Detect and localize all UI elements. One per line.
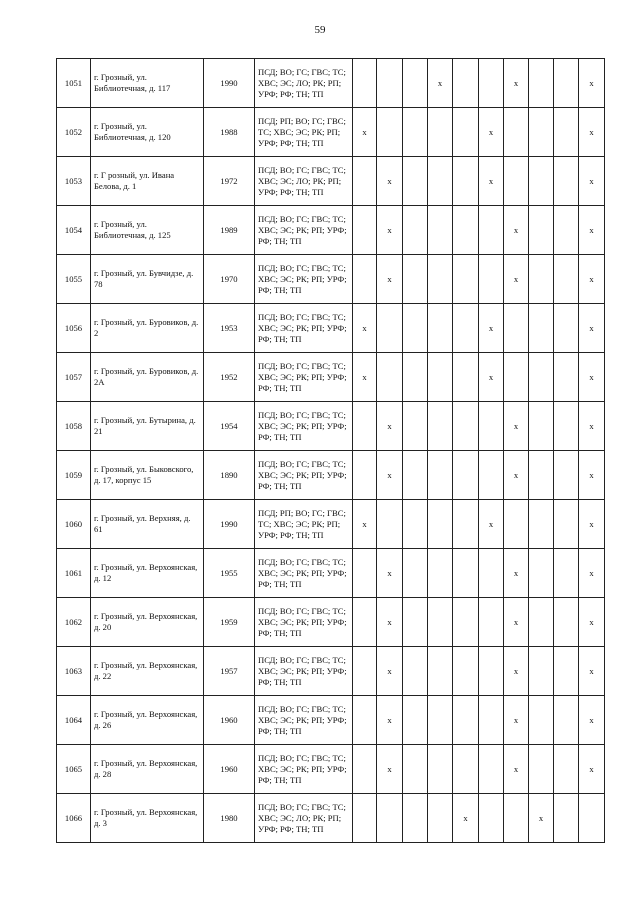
mark-cell	[479, 157, 504, 206]
mark-cell	[428, 353, 453, 402]
year-cell: 1980	[204, 794, 255, 843]
row-number-cell: 1063	[57, 647, 91, 696]
mark-cell	[377, 696, 403, 745]
mark-cell	[504, 549, 529, 598]
mark-cell	[353, 745, 377, 794]
table-row	[57, 500, 605, 549]
row-number-cell: 1054	[57, 206, 91, 255]
mark-cell	[529, 157, 554, 206]
mark-cell	[554, 304, 579, 353]
page-number: 59	[314, 24, 326, 36]
table-row	[57, 745, 605, 794]
mark-cell	[554, 353, 579, 402]
mark-cell	[453, 500, 479, 549]
mark-x: x	[387, 763, 392, 774]
work-types-cell: ПСД; ВО; ГС; ГВС; ТС; ХВС; ЭС; ЛО; РК; РП; УРФ; РФ; ТН; ТП	[255, 794, 353, 843]
year-cell: 1954	[204, 402, 255, 451]
mark-x: x	[589, 224, 594, 235]
mark-cell	[403, 304, 428, 353]
table-row	[57, 549, 605, 598]
mark-cell	[353, 696, 377, 745]
mark-cell	[353, 794, 377, 843]
address-cell: г. Грозный, ул. Быковского, д. 17, корпус 15	[91, 451, 204, 500]
mark-cell	[403, 402, 428, 451]
mark-cell	[579, 402, 605, 451]
mark-cell	[479, 696, 504, 745]
mark-cell	[377, 647, 403, 696]
row-number-cell: 1058	[57, 402, 91, 451]
mark-cell	[428, 206, 453, 255]
mark-cell	[353, 157, 377, 206]
mark-cell	[403, 549, 428, 598]
mark-x: x	[387, 175, 392, 186]
mark-cell	[579, 549, 605, 598]
mark-cell	[554, 108, 579, 157]
mark-cell	[504, 451, 529, 500]
mark-cell	[529, 794, 554, 843]
mark-cell	[579, 794, 605, 843]
mark-cell	[479, 500, 504, 549]
mark-x: x	[589, 567, 594, 578]
mark-x: x	[513, 616, 519, 627]
mark-cell	[353, 549, 377, 598]
mark-cell	[579, 353, 605, 402]
mark-cell	[504, 402, 529, 451]
address-cell: г. Грозный, ул. Верхняя, д. 61	[91, 500, 204, 549]
mark-cell	[377, 59, 403, 108]
mark-cell	[529, 696, 554, 745]
address-cell: г. Грозный, ул. Верхоянская, д. 22	[91, 647, 204, 696]
mark-cell	[377, 549, 403, 598]
work-types-cell: ПСД; ВО; ГС; ГВС; ТС; ХВС; ЭС; РК; РП; УРФ; РФ; ТН; ТП	[255, 696, 353, 745]
mark-cell	[554, 549, 579, 598]
mark-cell	[453, 647, 479, 696]
mark-x: x	[589, 763, 594, 774]
mark-cell	[353, 304, 377, 353]
mark-cell	[529, 59, 554, 108]
mark-cell	[554, 745, 579, 794]
mark-x: x	[589, 616, 594, 627]
mark-x: x	[362, 371, 367, 382]
mark-cell	[403, 745, 428, 794]
mark-cell	[453, 304, 479, 353]
table-row	[57, 598, 605, 647]
mark-cell	[453, 108, 479, 157]
mark-cell	[479, 255, 504, 304]
mark-cell	[428, 108, 453, 157]
mark-x: x	[488, 322, 494, 333]
mark-cell	[453, 353, 479, 402]
mark-cell	[353, 353, 377, 402]
table-row	[57, 304, 605, 353]
mark-cell	[579, 647, 605, 696]
mark-cell	[353, 206, 377, 255]
mark-cell	[504, 108, 529, 157]
work-types-cell: ПСД; ВО; ГС; ГВС; ТС; ХВС; ЭС; РК; РП; УРФ; РФ; ТН; ТП	[255, 353, 353, 402]
mark-cell	[403, 157, 428, 206]
mark-cell	[403, 794, 428, 843]
mark-cell	[428, 304, 453, 353]
mark-cell	[554, 696, 579, 745]
mark-cell	[554, 157, 579, 206]
mark-cell	[529, 304, 554, 353]
work-types-cell: ПСД; РП; ВО; ГС; ГВС; ТС; ХВС; ЭС; РК; РП; УРФ; РФ; ТН; ТП	[255, 500, 353, 549]
work-types-cell: ПСД; ВО; ГС; ГВС; ТС; ХВС; ЭС; РК; РП; УРФ; РФ; ТН; ТП	[255, 451, 353, 500]
mark-cell	[579, 500, 605, 549]
mark-cell	[428, 794, 453, 843]
mark-cell	[479, 451, 504, 500]
table-row	[57, 696, 605, 745]
mark-cell	[453, 696, 479, 745]
work-types-cell: ПСД; ВО; ГС; ГВС; ТС; ХВС; ЭС; РК; РП; УРФ; РФ; ТН; ТП	[255, 402, 353, 451]
mark-x: x	[513, 77, 519, 88]
mark-cell	[554, 794, 579, 843]
mark-cell	[377, 157, 403, 206]
mark-x: x	[513, 224, 519, 235]
row-number-cell: 1059	[57, 451, 91, 500]
mark-cell	[479, 794, 504, 843]
mark-cell	[403, 206, 428, 255]
mark-cell	[453, 794, 479, 843]
mark-cell	[529, 500, 554, 549]
mark-x: x	[538, 812, 544, 823]
mark-cell	[403, 647, 428, 696]
mark-cell	[479, 549, 504, 598]
mark-x: x	[387, 420, 392, 431]
mark-x: x	[387, 567, 392, 578]
mark-cell	[554, 255, 579, 304]
mark-x: x	[513, 420, 519, 431]
mark-cell	[529, 598, 554, 647]
buildings-table	[56, 58, 605, 843]
mark-x: x	[387, 273, 392, 284]
mark-cell	[579, 745, 605, 794]
address-cell: г. Грозный, ул. Библиотечная, д. 117	[91, 59, 204, 108]
mark-cell	[377, 206, 403, 255]
row-number-cell: 1060	[57, 500, 91, 549]
table-body	[57, 59, 605, 843]
year-cell: 1960	[204, 696, 255, 745]
work-types-cell: ПСД; РП; ВО; ГС; ГВС; ТС; ХВС; ЭС; РК; РП; УРФ; РФ; ТН; ТП	[255, 108, 353, 157]
mark-x: x	[589, 518, 594, 529]
row-number-cell: 1066	[57, 794, 91, 843]
mark-x: x	[488, 175, 494, 186]
mark-cell	[579, 108, 605, 157]
mark-cell	[554, 451, 579, 500]
mark-cell	[403, 59, 428, 108]
mark-cell	[353, 108, 377, 157]
mark-cell	[554, 206, 579, 255]
mark-x: x	[589, 469, 594, 480]
work-types-cell: ПСД; ВО; ГС; ГВС; ТС; ХВС; ЭС; РК; РП; УРФ; РФ; ТН; ТП	[255, 206, 353, 255]
mark-cell	[504, 255, 529, 304]
mark-cell	[353, 59, 377, 108]
mark-x: x	[387, 469, 392, 480]
row-number-cell: 1053	[57, 157, 91, 206]
address-cell: г. Г розный, ул. Ивана Белова, д. 1	[91, 157, 204, 206]
mark-x: x	[589, 322, 594, 333]
mark-cell	[529, 549, 554, 598]
mark-cell	[479, 304, 504, 353]
row-number-cell: 1062	[57, 598, 91, 647]
year-cell: 1957	[204, 647, 255, 696]
address-cell: г. Грозный, ул. Верхоянская, д. 26	[91, 696, 204, 745]
mark-cell	[554, 647, 579, 696]
mark-cell	[377, 794, 403, 843]
mark-cell	[428, 402, 453, 451]
mark-cell	[453, 745, 479, 794]
mark-x: x	[589, 126, 594, 137]
mark-cell	[504, 745, 529, 794]
row-number-cell: 1055	[57, 255, 91, 304]
mark-cell	[579, 59, 605, 108]
mark-cell	[504, 206, 529, 255]
mark-cell	[428, 255, 453, 304]
mark-cell	[353, 451, 377, 500]
table-row	[57, 59, 605, 108]
mark-x: x	[589, 665, 594, 676]
mark-x: x	[488, 126, 494, 137]
mark-cell	[377, 745, 403, 794]
mark-cell	[377, 304, 403, 353]
mark-cell	[479, 353, 504, 402]
mark-cell	[428, 696, 453, 745]
row-number-cell: 1056	[57, 304, 91, 353]
year-cell: 1955	[204, 549, 255, 598]
mark-cell	[479, 108, 504, 157]
mark-cell	[479, 745, 504, 794]
mark-x: x	[513, 665, 519, 676]
mark-x: x	[513, 763, 519, 774]
mark-cell	[479, 598, 504, 647]
mark-cell	[428, 745, 453, 794]
mark-x: x	[589, 420, 594, 431]
work-types-cell: ПСД; ВО; ГС; ГВС; ТС; ХВС; ЭС; РК; РП; УРФ; РФ; ТН; ТП	[255, 549, 353, 598]
table-row	[57, 402, 605, 451]
mark-cell	[529, 255, 554, 304]
mark-cell	[428, 647, 453, 696]
mark-cell	[428, 500, 453, 549]
mark-cell	[529, 402, 554, 451]
address-cell: г. Грозный, ул. Бувчидзе, д. 78	[91, 255, 204, 304]
table-row	[57, 108, 605, 157]
mark-cell	[353, 647, 377, 696]
mark-cell	[428, 59, 453, 108]
work-types-cell: ПСД; ВО; ГС; ГВС; ТС; ХВС; ЭС; РК; РП; УРФ; РФ; ТН; ТП	[255, 598, 353, 647]
mark-cell	[377, 255, 403, 304]
mark-cell	[403, 696, 428, 745]
mark-cell	[504, 598, 529, 647]
mark-cell	[504, 794, 529, 843]
row-number-cell: 1057	[57, 353, 91, 402]
year-cell: 1960	[204, 745, 255, 794]
row-number-cell: 1064	[57, 696, 91, 745]
mark-cell	[504, 696, 529, 745]
mark-cell	[353, 598, 377, 647]
mark-cell	[453, 255, 479, 304]
address-cell: г. Грозный, ул. Верхоянская, д. 3	[91, 794, 204, 843]
work-types-cell: ПСД; ВО; ГС; ГВС; ТС; ХВС; ЭС; РК; РП; УРФ; РФ; ТН; ТП	[255, 304, 353, 353]
mark-x: x	[463, 812, 468, 823]
mark-cell	[453, 157, 479, 206]
year-cell: 1952	[204, 353, 255, 402]
mark-cell	[377, 402, 403, 451]
mark-cell	[353, 500, 377, 549]
mark-x: x	[488, 518, 494, 529]
mark-cell	[353, 255, 377, 304]
table-row	[57, 255, 605, 304]
mark-cell	[504, 304, 529, 353]
work-types-cell: ПСД; ВО; ГС; ГВС; ТС; ХВС; ЭС; РК; РП; УРФ; РФ; ТН; ТП	[255, 647, 353, 696]
mark-cell	[504, 59, 529, 108]
mark-cell	[403, 451, 428, 500]
row-number-cell: 1051	[57, 59, 91, 108]
work-types-cell: ПСД; ВО; ГС; ГВС; ТС; ХВС; ЭС; РК; РП; УРФ; РФ; ТН; ТП	[255, 745, 353, 794]
mark-cell	[579, 255, 605, 304]
address-cell: г. Грозный, ул. Буровиков, д. 2	[91, 304, 204, 353]
mark-x: x	[362, 126, 367, 137]
mark-x: x	[387, 665, 392, 676]
mark-cell	[529, 745, 554, 794]
mark-cell	[403, 108, 428, 157]
mark-cell	[579, 157, 605, 206]
mark-cell	[453, 206, 479, 255]
mark-x: x	[589, 714, 594, 725]
mark-cell	[377, 451, 403, 500]
address-cell: г. Грозный, ул. Верхоянская, д. 20	[91, 598, 204, 647]
mark-cell	[403, 598, 428, 647]
mark-x: x	[437, 77, 443, 88]
mark-cell	[529, 647, 554, 696]
year-cell: 1972	[204, 157, 255, 206]
mark-cell	[579, 304, 605, 353]
mark-cell	[554, 598, 579, 647]
mark-cell	[554, 59, 579, 108]
mark-x: x	[387, 224, 392, 235]
table-row	[57, 157, 605, 206]
mark-cell	[428, 598, 453, 647]
mark-cell	[554, 500, 579, 549]
work-types-cell: ПСД; ВО; ГС; ГВС; ТС; ХВС; ЭС; РК; РП; УРФ; РФ; ТН; ТП	[255, 255, 353, 304]
row-number-cell: 1052	[57, 108, 91, 157]
work-types-cell: ПСД; ВО; ГС; ГВС; ТС; ХВС; ЭС; ЛО; РК; РП; УРФ; РФ; ТН; ТП	[255, 59, 353, 108]
address-cell: г. Грозный, ул. Бутырина, д. 21	[91, 402, 204, 451]
mark-x: x	[513, 714, 519, 725]
mark-cell	[579, 598, 605, 647]
mark-cell	[504, 500, 529, 549]
mark-x: x	[589, 175, 594, 186]
mark-cell	[403, 353, 428, 402]
mark-cell	[529, 108, 554, 157]
mark-cell	[554, 402, 579, 451]
year-cell: 1959	[204, 598, 255, 647]
address-cell: г. Грозный, ул. Библиотечная, д. 125	[91, 206, 204, 255]
mark-x: x	[362, 518, 367, 529]
table-row	[57, 794, 605, 843]
table-row	[57, 206, 605, 255]
mark-cell	[453, 549, 479, 598]
mark-cell	[579, 696, 605, 745]
mark-cell	[529, 451, 554, 500]
year-cell: 1990	[204, 59, 255, 108]
mark-cell	[504, 647, 529, 696]
mark-cell	[403, 500, 428, 549]
mark-cell	[479, 402, 504, 451]
mark-cell	[377, 598, 403, 647]
mark-x: x	[589, 273, 594, 284]
mark-cell	[529, 353, 554, 402]
year-cell: 1890	[204, 451, 255, 500]
address-cell: г. Грозный, ул. Верхоянская, д. 12	[91, 549, 204, 598]
address-cell: г. Грозный, ул. Буровиков, д. 2А	[91, 353, 204, 402]
mark-cell	[377, 500, 403, 549]
mark-x: x	[589, 77, 594, 88]
mark-cell	[377, 353, 403, 402]
mark-cell	[353, 402, 377, 451]
table-row	[57, 451, 605, 500]
address-cell: г. Грозный, ул. Библиотечная, д. 120	[91, 108, 204, 157]
mark-cell	[453, 598, 479, 647]
mark-x: x	[589, 371, 594, 382]
mark-cell	[453, 402, 479, 451]
year-cell: 1970	[204, 255, 255, 304]
mark-cell	[529, 206, 554, 255]
mark-x: x	[513, 273, 519, 284]
row-number-cell: 1061	[57, 549, 91, 598]
mark-x: x	[513, 567, 519, 578]
mark-cell	[428, 451, 453, 500]
mark-cell	[579, 451, 605, 500]
mark-cell	[428, 157, 453, 206]
mark-cell	[479, 647, 504, 696]
mark-x: x	[387, 714, 392, 725]
address-cell: г. Грозный, ул. Верхоянская, д. 28	[91, 745, 204, 794]
mark-cell	[504, 157, 529, 206]
mark-x: x	[387, 616, 392, 627]
row-number-cell: 1065	[57, 745, 91, 794]
year-cell: 1953	[204, 304, 255, 353]
mark-cell	[479, 59, 504, 108]
mark-cell	[377, 108, 403, 157]
year-cell: 1990	[204, 500, 255, 549]
table-row	[57, 647, 605, 696]
mark-cell	[453, 451, 479, 500]
mark-cell	[479, 206, 504, 255]
mark-cell	[579, 206, 605, 255]
mark-x: x	[488, 371, 494, 382]
mark-cell	[428, 549, 453, 598]
mark-cell	[403, 255, 428, 304]
mark-x: x	[513, 469, 519, 480]
year-cell: 1988	[204, 108, 255, 157]
mark-cell	[453, 59, 479, 108]
mark-cell	[504, 353, 529, 402]
table-row	[57, 353, 605, 402]
year-cell: 1989	[204, 206, 255, 255]
work-types-cell: ПСД; ВО; ГС; ГВС; ТС; ХВС; ЭС; ЛО; РК; РП; УРФ; РФ; ТН; ТП	[255, 157, 353, 206]
mark-x: x	[362, 322, 367, 333]
